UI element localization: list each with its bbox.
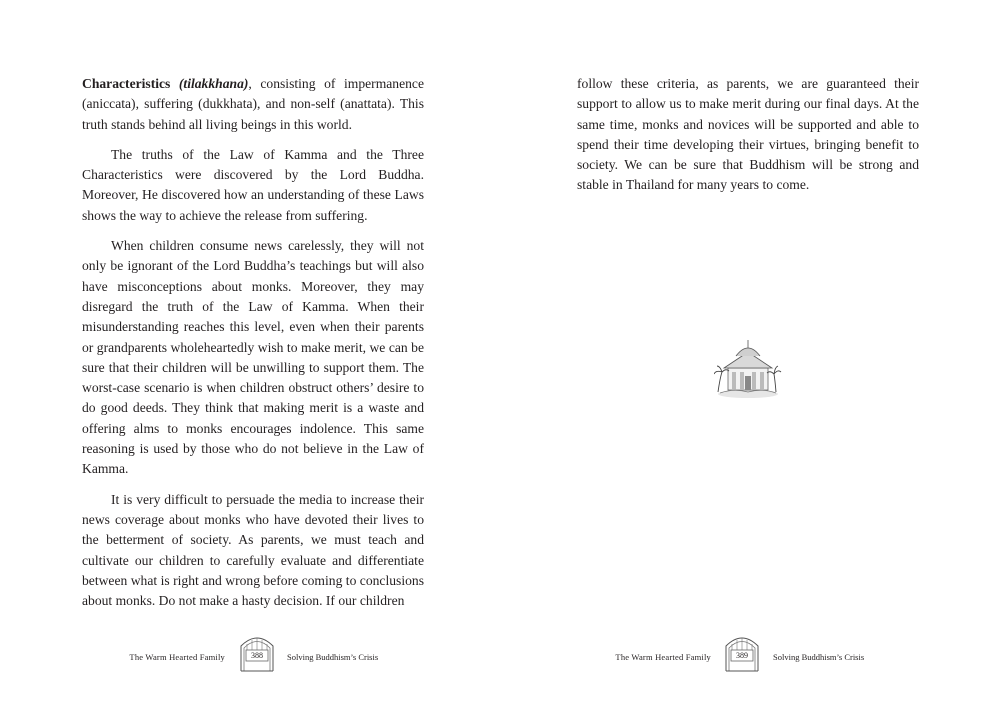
left-page-footer: [0, 630, 500, 674]
paragraph-text: , consisting of impermanence (aniccata), suffering (dukkhata), and non-self (anattata). This truth stands behind all living beings in this world.: [82, 76, 424, 132]
footer-chapter-title: Solving Buddhism’s Crisis: [773, 652, 865, 662]
footer-chapter-title: Solving Buddhism’s Crisis: [287, 652, 379, 662]
paragraph: When children consume news carelessly, they will not only be ignorant of the Lord Buddha’s teachings but will also have misconceptions about monks. Moreover, they may disregard the truth of the Law of Kamma. When their misunderstanding reaches this level, even when their parents or grandparents wholeheartedly wish to make merit, we can be sure that their children will be unwilling to support them. The worst-case scenario is when children obstruct others’ desire to do good deeds. They think that making merit is a waste and offering alms to monks encourages indolence. This same reasoning is used by those who do not believe in the Law of Kamma.: [82, 238, 424, 477]
paragraph: It is very difficult to persuade the media to increase their news coverage about monks who have devoted their lives to the betterment of society. As parents, we must teach and cultivate our children to carefully evaluate and differentiate between what is right and wrong before coming to conclusions about monks. Do not make a hasty decision. If our children: [82, 491, 424, 609]
paragraph: [82, 74, 424, 135]
bold-term: Characteristics: [82, 76, 171, 91]
footer-book-title: The Warm Hearted Family: [129, 652, 225, 662]
right-page: [500, 0, 1000, 707]
temple-illustration-icon: [714, 338, 782, 400]
page-number: 389: [736, 651, 748, 660]
right-page-footer: [500, 630, 1000, 674]
page-number: 388: [251, 651, 263, 660]
paragraph: The truths of the Law of Kamma and the Three Characteristics were discovered by the Lord Buddha. Moreover, He discovered how an understanding of these Laws shows the way to achieve the release from suffering.: [82, 146, 424, 223]
italic-term: (tilakkhana): [178, 76, 249, 91]
right-page-body: [577, 74, 919, 206]
paragraph: follow these criteria, as parents, we are guaranteed their support to allow us to make merit during our final days. At the same time, monks and novices will be supported and able to spend their time developing their virtues, bringing benefit to society. We can be sure that Buddhism will be strong and stable in Thailand for many years to come.: [577, 76, 919, 193]
footer-book-title: The Warm Hearted Family: [615, 652, 711, 662]
left-page-body: [82, 74, 424, 621]
